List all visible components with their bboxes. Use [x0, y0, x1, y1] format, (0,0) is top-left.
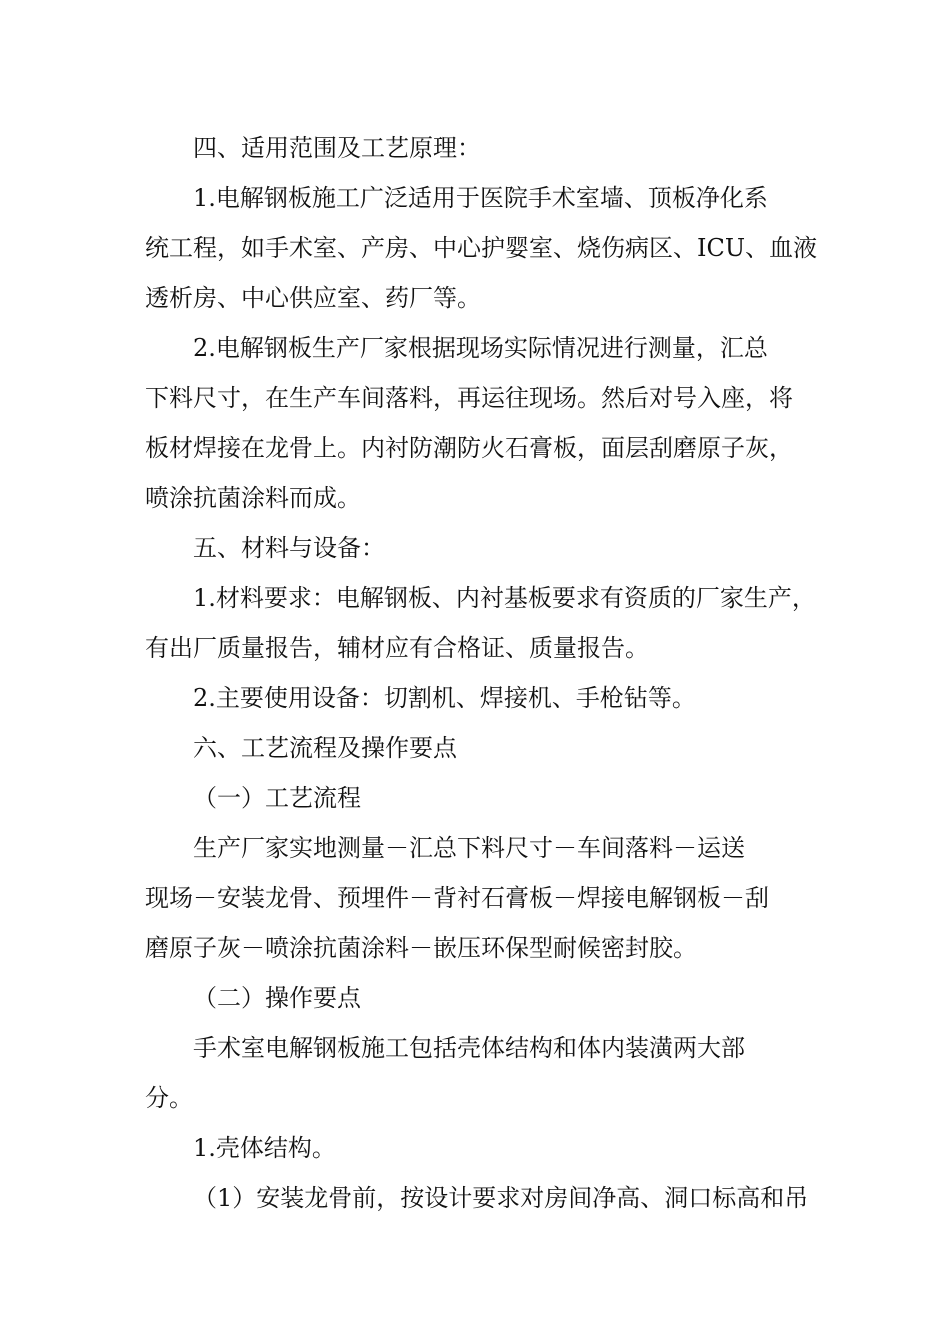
subheading-process-flow: （一）工艺流程 — [193, 784, 361, 812]
paragraph-line: 现场－安装龙骨、预埋件－背衬石膏板－焊接电解钢板－刮 — [145, 884, 769, 912]
paragraph-line: 磨原子灰－喷涂抗菌涂料－嵌压环保型耐候密封胶。 — [145, 934, 697, 962]
paragraph-line: 下料尺寸，在生产车间落料，再运往现场。然后对号入座，将 — [145, 384, 793, 412]
paragraph-line: 2.主要使用设备：切割机、焊接机、手枪钻等。 — [193, 684, 696, 712]
paragraph-line: 统工程，如手术室、产房、中心护婴室、烧伤病区、ICU、血液 — [145, 234, 818, 262]
paragraph-line: 1.电解钢板施工广泛适用于医院手术室墙、顶板净化系 — [193, 184, 768, 212]
paragraph-line: 喷涂抗菌涂料而成。 — [145, 484, 361, 512]
paragraph-line: 生产厂家实地测量－汇总下料尺寸－车间落料－运送 — [193, 834, 745, 862]
subheading-shell-structure: 1.壳体结构。 — [193, 1134, 336, 1162]
paragraph-line: 有出厂质量报告，辅材应有合格证、质量报告。 — [145, 634, 649, 662]
paragraph-line: 板材焊接在龙骨上。内衬防潮防火石膏板，面层刮磨原子灰， — [145, 434, 793, 462]
subheading-key-points: （二）操作要点 — [193, 984, 361, 1012]
heading-process-flow: 六、工艺流程及操作要点 — [193, 734, 457, 762]
paragraph-line: 1.材料要求：电解钢板、内衬基板要求有资质的厂家生产， — [193, 584, 816, 612]
paragraph-line: 分。 — [145, 1084, 193, 1112]
paragraph-line: （1）安装龙骨前，按设计要求对房间净高、洞口标高和吊 — [193, 1184, 809, 1212]
paragraph-line: 透析房、中心供应室、药厂等。 — [145, 284, 481, 312]
paragraph-line: 手术室电解钢板施工包括壳体结构和体内装潢两大部 — [193, 1034, 745, 1062]
heading-materials-equipment: 五、材料与设备： — [193, 534, 385, 562]
paragraph-line: 2.电解钢板生产厂家根据现场实际情况进行测量，汇总 — [193, 334, 768, 362]
heading-scope-principle: 四、适用范围及工艺原理： — [193, 134, 481, 162]
